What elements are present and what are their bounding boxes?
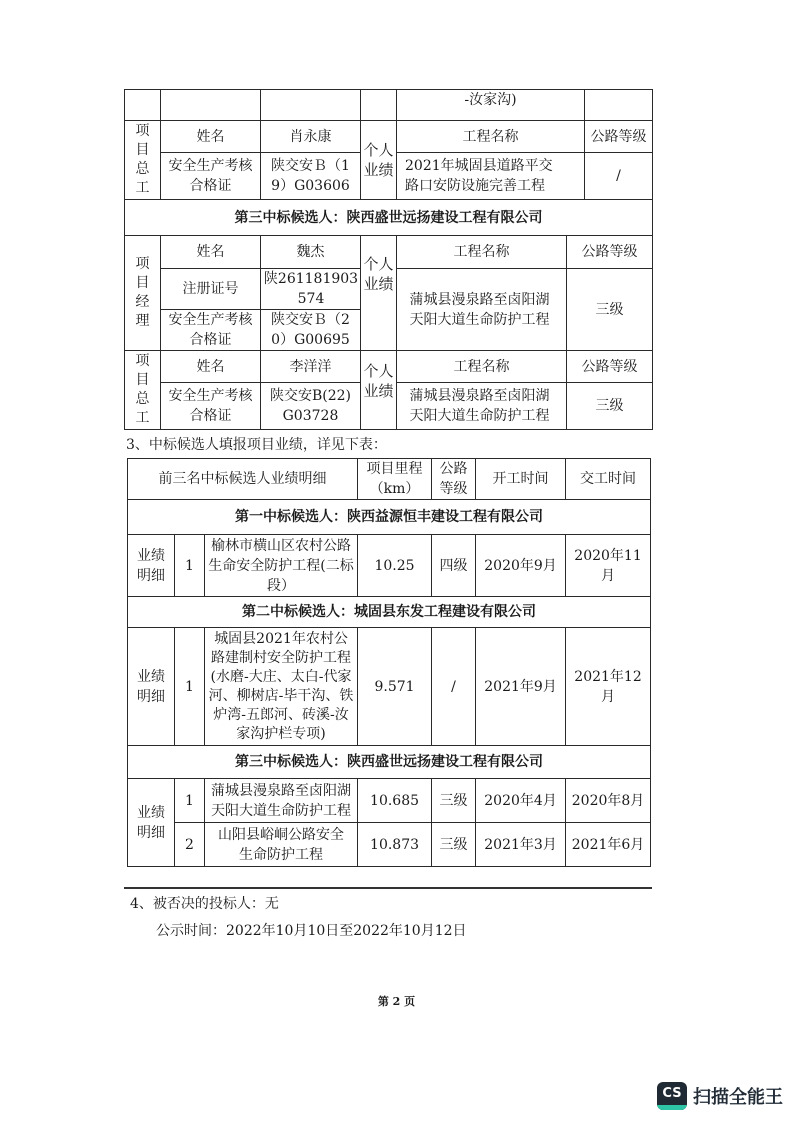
candidate-title: 第三中标候选人：陕西盛世远扬建设工程有限公司: [125, 200, 653, 236]
reg-number: 陕261181903574: [261, 269, 361, 310]
cert-label: 安全生产考核合格证: [161, 153, 261, 200]
project-header: 工程名称: [397, 351, 567, 383]
row-number: 1: [175, 779, 205, 823]
name-label: 姓名: [161, 351, 261, 383]
project-name: 蒲城县漫泉路至卤阳湖天阳大道生命防护工程: [397, 269, 567, 351]
reg-label: 注册证号: [161, 269, 261, 310]
role-label: 项目总工: [125, 121, 161, 200]
header-mileage: 项目里程（km）: [358, 459, 432, 500]
section-4-text: 4、被否决的投标人：无: [130, 896, 279, 912]
project-name: 2021年城固县道路平交路口安防设施完善工程: [397, 153, 585, 200]
camscanner-logo-icon: CS: [657, 1082, 687, 1110]
name-label: 姓名: [161, 236, 261, 269]
cert-number: 陕交安B(22)G03728: [261, 383, 361, 430]
publicity-period: 公示时间：2022年10月10日至2022年10月12日: [156, 923, 467, 939]
person-name: 李洋洋: [261, 351, 361, 383]
role-label: 项目经理: [125, 236, 161, 351]
end-date: 2020年11月: [566, 535, 651, 597]
cert-label: 安全生产考核合格证: [161, 310, 261, 351]
row-number: 1: [175, 628, 205, 746]
personnel-table: [124, 89, 653, 430]
table-row: [125, 351, 653, 383]
perf-label: 个人业绩: [361, 121, 397, 200]
start-date: 2020年9月: [476, 535, 566, 597]
project-name: 蒲城县漫泉路至卤阳湖天阳大道生命防护工程: [397, 383, 567, 430]
mileage: 10.685: [358, 779, 432, 823]
table-row: [128, 823, 651, 867]
divider-line: [124, 887, 652, 889]
cert-number: 陕交安Ｂ（20）G00695: [261, 310, 361, 351]
mileage: 9.571: [358, 628, 432, 746]
table-row: [125, 90, 653, 121]
start-date: 2021年9月: [476, 628, 566, 746]
table-header-row: [128, 459, 651, 500]
header-end: 交工时间: [566, 459, 651, 500]
row-number: 1: [175, 535, 205, 597]
road-grade: /: [432, 628, 476, 746]
project-header: 工程名称: [397, 121, 585, 153]
person-name: 魏杰: [261, 236, 361, 269]
mileage: 10.873: [358, 823, 432, 867]
perf-label: 个人业绩: [361, 236, 397, 351]
candidate-title-row: [128, 597, 651, 628]
candidate-title-row: [128, 746, 651, 779]
table-row: [125, 200, 653, 236]
road-grade: 四级: [432, 535, 476, 597]
grade-header: 公路等级: [567, 351, 653, 383]
mileage: 10.25: [358, 535, 432, 597]
performance-table: [127, 458, 651, 867]
candidate-title: 第一中标候选人：陕西益源恒丰建设工程有限公司: [128, 500, 651, 535]
candidate-title: 第二中标候选人：城固县东发工程建设有限公司: [128, 597, 651, 628]
name-label: 姓名: [161, 121, 261, 153]
table-row: [125, 236, 653, 269]
grade-header: 公路等级: [585, 121, 653, 153]
project-name: 山阳县峪峒公路安全生命防护工程: [205, 823, 358, 867]
road-grade: 三级: [567, 383, 653, 430]
road-grade: 三级: [432, 823, 476, 867]
page-number: 第 2 页: [377, 995, 416, 1008]
header-grade: 公路等级: [432, 459, 476, 500]
row-label: 业绩明细: [128, 779, 175, 867]
project-name: 城固县2021年农村公路建制村安全防护工程(水磨-大庄、太白-代家河、柳树店-毕干沟、铁炉湾-五郎河、砖溪-汝家沟护栏专项): [205, 628, 358, 746]
watermark-text: 扫描全能王: [693, 1087, 783, 1108]
cert-number: 陕交安Ｂ（19）G03606: [261, 153, 361, 200]
table-row: [128, 779, 651, 823]
role-label: 项目总工: [125, 351, 161, 430]
start-date: 2020年4月: [476, 779, 566, 823]
row-label: 业绩明细: [128, 535, 175, 597]
cert-label: 安全生产考核合格证: [161, 383, 261, 430]
end-date: 2021年6月: [566, 823, 651, 867]
table-row: [128, 535, 651, 597]
header-detail: 前三名中标候选人业绩明细: [128, 459, 358, 500]
table-row: [128, 628, 651, 746]
candidate-title-row: [128, 500, 651, 535]
person-name: 肖永康: [261, 121, 361, 153]
road-grade: /: [585, 153, 653, 200]
row-number: 2: [175, 823, 205, 867]
section-3-heading: 3、中标候选人填报项目业绩，详见下表：: [126, 437, 387, 453]
candidate-title: 第三中标候选人：陕西盛世远扬建设工程有限公司: [128, 746, 651, 779]
project-name: 榆林市横山区农村公路生命安全防护工程(二标段）: [205, 535, 358, 597]
project-name: 蒲城县漫泉路至卤阳湖天阳大道生命防护工程: [205, 779, 358, 823]
start-date: 2021年3月: [476, 823, 566, 867]
table-row: [125, 121, 653, 153]
end-date: 2021年12月: [566, 628, 651, 746]
header-start: 开工时间: [476, 459, 566, 500]
grade-header: 公路等级: [567, 236, 653, 269]
scanner-watermark: [657, 1082, 783, 1110]
project-header: 工程名称: [397, 236, 567, 269]
road-grade: 三级: [567, 269, 653, 351]
perf-label: 个人业绩: [361, 351, 397, 430]
road-grade: 三级: [432, 779, 476, 823]
end-date: 2020年8月: [566, 779, 651, 823]
project-name-tail: -汝家沟): [397, 90, 585, 121]
row-label: 业绩明细: [128, 628, 175, 746]
